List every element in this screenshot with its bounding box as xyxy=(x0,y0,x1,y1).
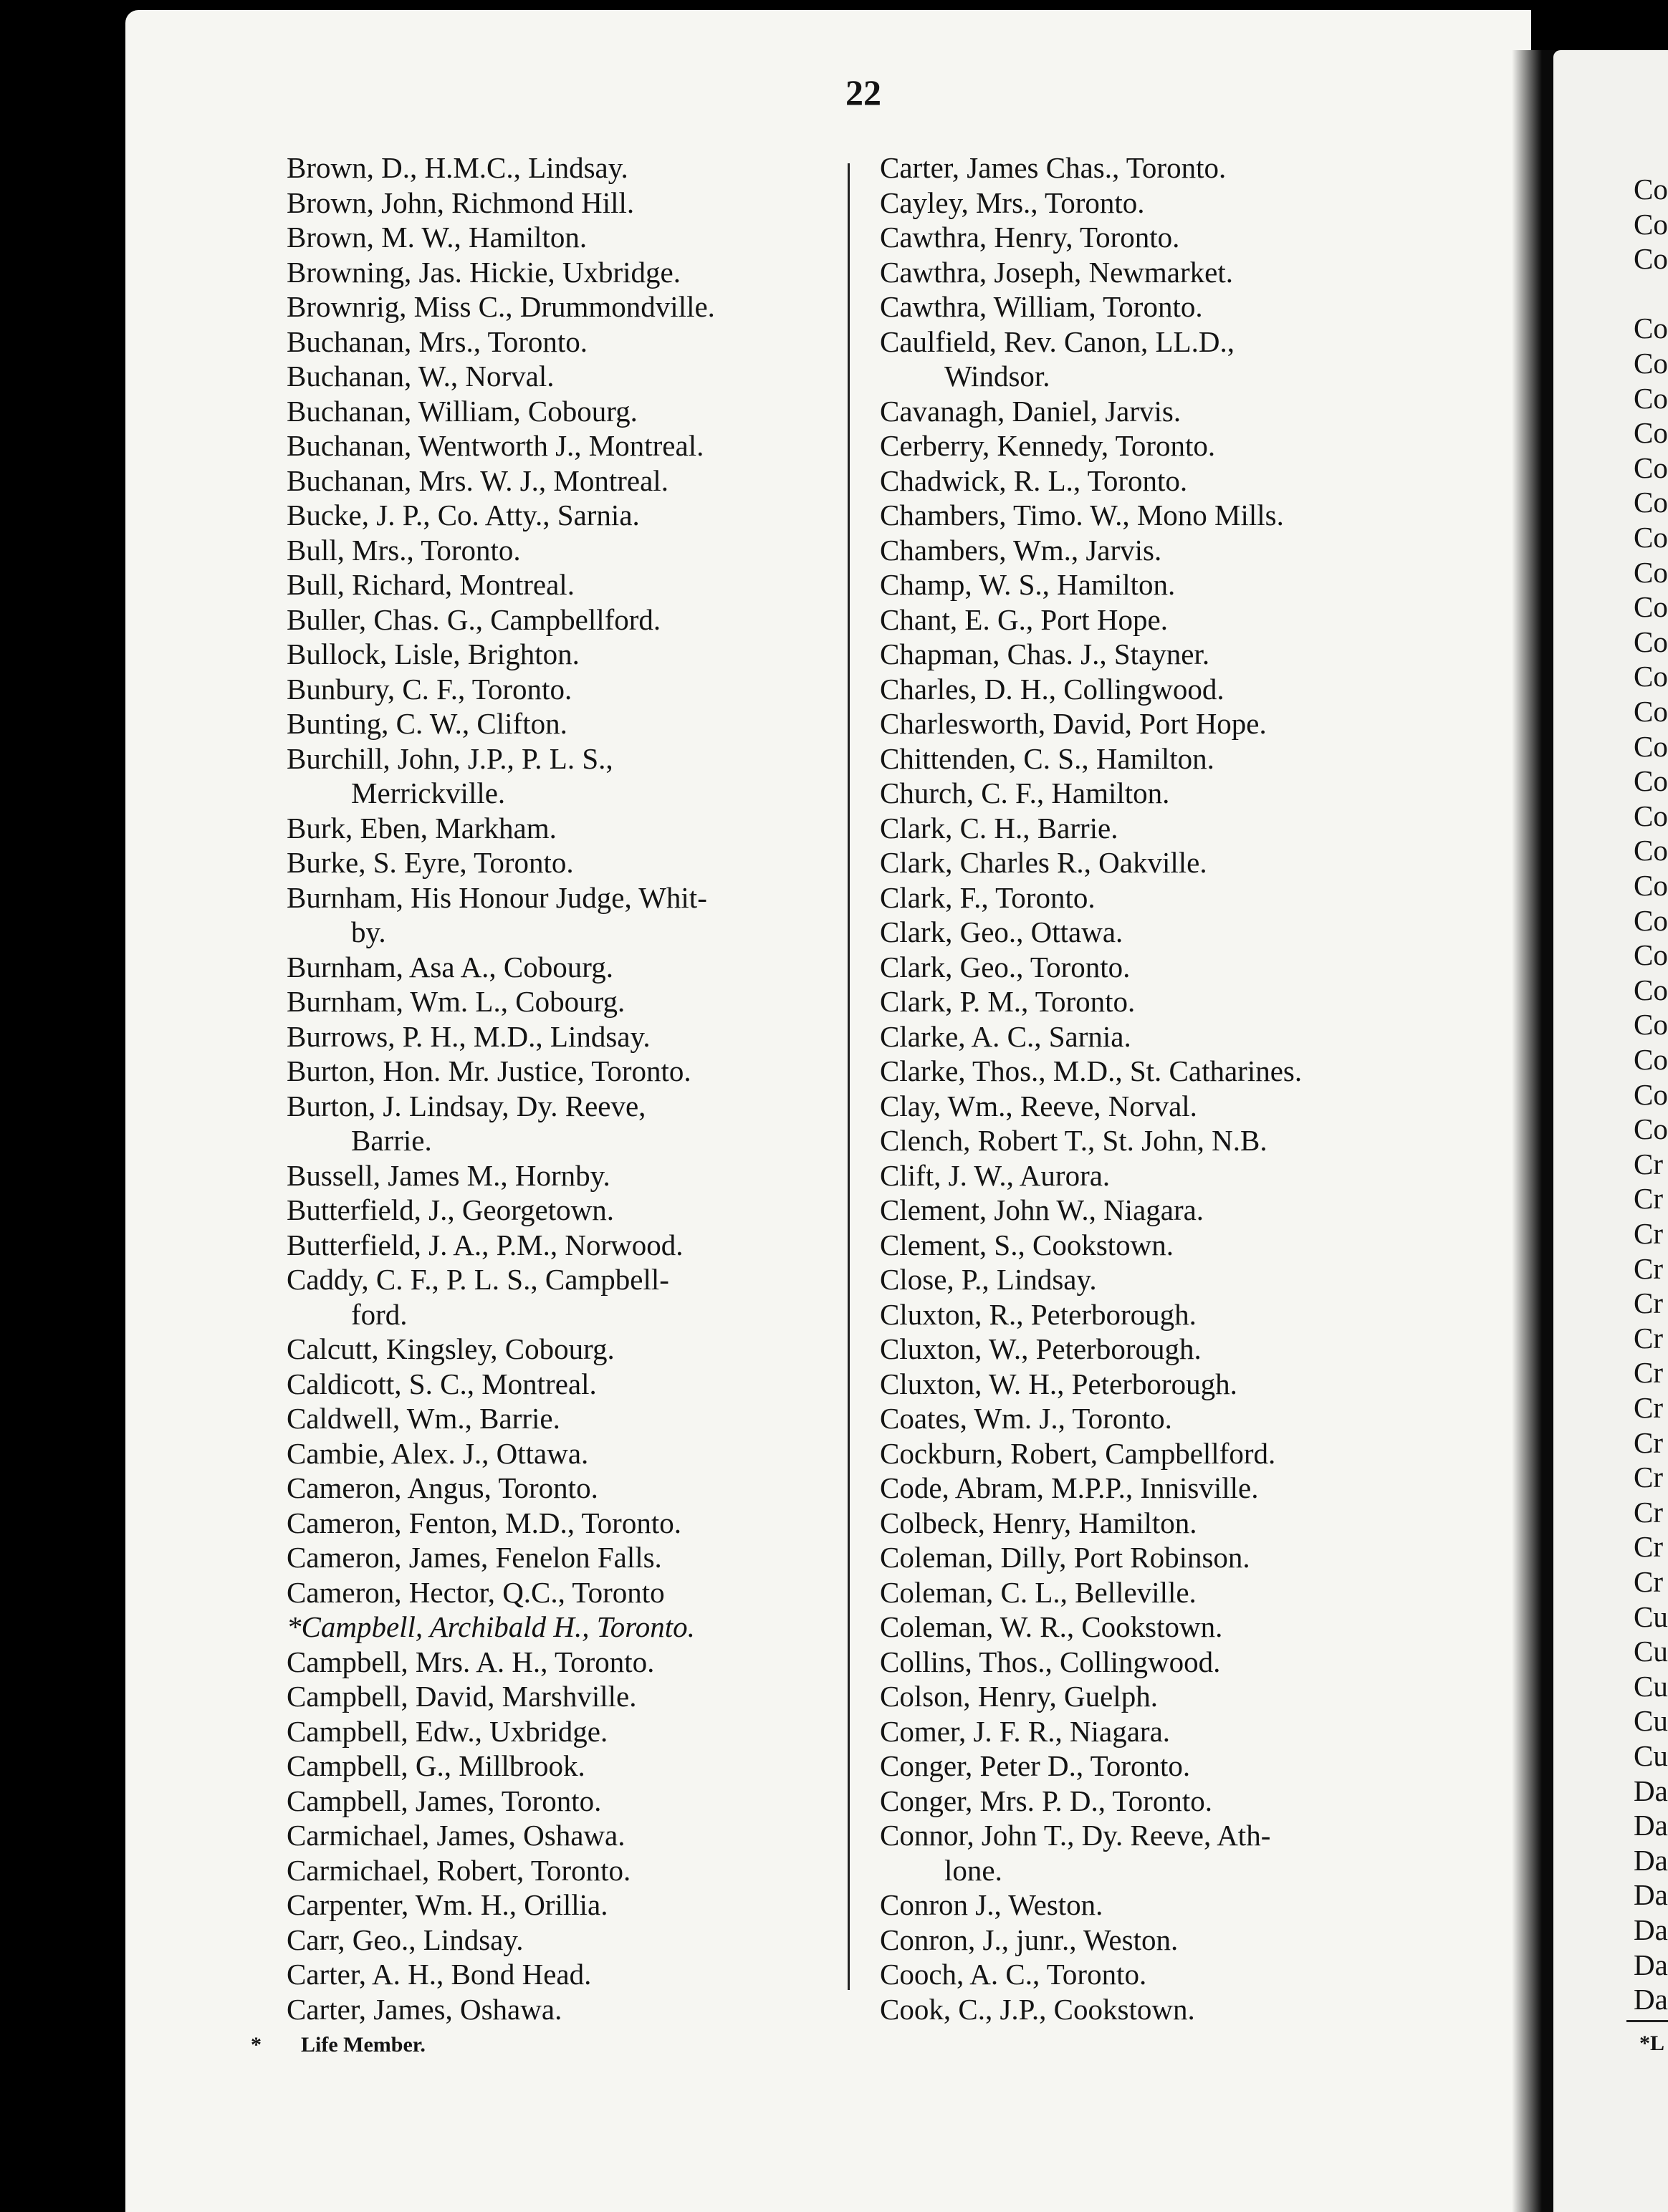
directory-entry xyxy=(258,1992,838,2027)
adjacent-page-fragment: Co xyxy=(1634,555,1668,589)
directory-entry xyxy=(845,776,1433,811)
entry-name: Cameron, Fenton, M.D., Toronto. xyxy=(287,1506,681,1539)
directory-entry xyxy=(258,289,838,324)
entry-name: Cameron, Angus, Toronto. xyxy=(287,1471,598,1504)
entry-continuation: ford. xyxy=(351,1297,408,1331)
directory-entry xyxy=(258,324,838,360)
directory-entry xyxy=(258,637,838,672)
directory-entry xyxy=(258,845,838,880)
entry-name: Clarke, A. C., Sarnia. xyxy=(880,1019,1131,1053)
directory-entry xyxy=(258,255,838,290)
entry-name: Close, P., Lindsay. xyxy=(880,1263,1097,1296)
adjacent-page-fragment: Cr xyxy=(1634,1530,1663,1564)
entry-name: Chapman, Chas. J., Stayner. xyxy=(880,638,1210,670)
entry-name: Burnham, Wm. L., Cobourg. xyxy=(287,985,626,1018)
adjacent-page-fragment: Co xyxy=(1634,973,1668,1006)
entry-name: Campbell, Edw., Uxbridge. xyxy=(287,1714,608,1748)
entry-name: Buchanan, Mrs., Toronto. xyxy=(287,324,588,358)
entry-name: Cawthra, Henry, Toronto. xyxy=(880,221,1180,254)
adjacent-footnote-rule xyxy=(1626,2020,1668,2022)
directory-entry xyxy=(845,1992,1433,2027)
entry-name: Butterfield, J., Georgetown. xyxy=(287,1193,614,1226)
adjacent-page xyxy=(1553,50,1668,2212)
entry-name: Clarke, Thos., M.D., St. Catharines. xyxy=(880,1054,1303,1087)
book-spine xyxy=(1512,50,1555,2212)
adjacent-footnote: *L xyxy=(1639,2031,1665,2055)
directory-entry xyxy=(258,1054,838,1089)
entry-name: Brown, M. W., Hamilton. xyxy=(287,221,588,254)
directory-entry xyxy=(845,1367,1433,1402)
adjacent-page-fragment: Cr xyxy=(1634,1391,1663,1424)
adjacent-page-fragment: Cu xyxy=(1634,1669,1668,1703)
adjacent-page-fragment: Co xyxy=(1634,207,1668,241)
adjacent-page-fragment: Co xyxy=(1634,660,1668,693)
directory-entry xyxy=(845,1818,1433,1888)
directory-entry xyxy=(258,1923,838,1958)
entry-name: Cluxton, W., Peterborough. xyxy=(880,1332,1202,1365)
adjacent-page-fragment: Co xyxy=(1634,938,1668,972)
directory-entry xyxy=(845,394,1433,429)
entry-name: Chant, E. G., Port Hope. xyxy=(880,602,1168,636)
entry-name: *Campbell, Archibald H., Toronto. xyxy=(287,1610,695,1643)
directory-entry xyxy=(258,1089,838,1158)
entry-name: Bucke, J. P., Co. Atty., Sarnia. xyxy=(287,499,640,532)
entry-name: Bussell, James M., Hornby. xyxy=(287,1158,610,1192)
directory-entry xyxy=(845,1540,1433,1575)
entry-name: Cerberry, Kennedy, Toronto. xyxy=(880,429,1216,462)
directory-entry xyxy=(258,1332,838,1367)
footnote xyxy=(251,2033,426,2057)
directory-entry xyxy=(258,359,838,394)
directory-entry xyxy=(258,1401,838,1436)
adjacent-page-fragment: Cr xyxy=(1634,1461,1663,1494)
entry-name: Cameron, Hector, Q.C., Toronto xyxy=(287,1575,665,1609)
directory-entry xyxy=(258,1436,838,1471)
entry-name: Clench, Robert T., St. John, N.B. xyxy=(880,1124,1267,1157)
adjacent-page-fragment: Cr xyxy=(1634,1287,1663,1320)
adjacent-page-fragment: Co xyxy=(1634,590,1668,624)
entry-name: Buchanan, William, Cobourg. xyxy=(287,394,638,428)
directory-entry xyxy=(845,255,1433,290)
entry-name: Carmichael, Robert, Toronto. xyxy=(287,1853,631,1887)
directory-entry xyxy=(845,1888,1433,1923)
adjacent-page-fragment: Cu xyxy=(1634,1704,1668,1738)
entry-name: Butterfield, J. A., P.M., Norwood. xyxy=(287,1228,684,1261)
directory-entry xyxy=(258,1645,838,1680)
adjacent-page-fragment: Cu xyxy=(1634,1739,1668,1772)
directory-entry xyxy=(258,1575,838,1610)
page-number: 22 xyxy=(845,72,881,112)
directory-entry xyxy=(258,498,838,533)
entry-name: Buchanan, Mrs. W. J., Montreal. xyxy=(287,463,668,497)
entry-name: Brownrig, Miss C., Drummondville. xyxy=(287,290,715,323)
directory-entry xyxy=(258,811,838,846)
entry-name: Carr, Geo., Lindsay. xyxy=(287,1923,524,1956)
directory-entry xyxy=(845,1297,1433,1332)
entry-name: Burton, Hon. Mr. Justice, Toronto. xyxy=(287,1054,691,1087)
adjacent-page-fragment: Co xyxy=(1634,1112,1668,1146)
directory-entry xyxy=(258,1888,838,1923)
entry-name: Caldicott, S. C., Montreal. xyxy=(287,1367,597,1400)
directory-entry xyxy=(845,845,1433,880)
adjacent-page-fragment: Cr xyxy=(1634,1495,1663,1529)
entry-name: Carpenter, Wm. H., Orillia. xyxy=(287,1888,608,1921)
adjacent-page-fragment: Da xyxy=(1634,1809,1668,1842)
adjacent-page-fragment: Co xyxy=(1634,764,1668,798)
entry-name: Bunbury, C. F., Toronto. xyxy=(287,672,572,706)
entry-name: Cameron, James, Fenelon Falls. xyxy=(287,1541,662,1574)
entry-name: Buller, Chas. G., Campbellford. xyxy=(287,602,661,636)
entry-name: Clark, C. H., Barrie. xyxy=(880,811,1118,845)
directory-entry xyxy=(258,1679,838,1714)
directory-entry xyxy=(845,1679,1433,1714)
entry-name: Charlesworth, David, Port Hope. xyxy=(880,707,1267,740)
directory-entry xyxy=(845,1923,1433,1958)
directory-entry xyxy=(258,1610,838,1645)
directory-entry xyxy=(845,1019,1433,1054)
adjacent-page-fragment: Da xyxy=(1634,1878,1668,1912)
directory-entry xyxy=(845,741,1433,776)
directory-entry xyxy=(845,186,1433,221)
entry-name: Cawthra, Joseph, Newmarket. xyxy=(880,255,1234,289)
entry-name: Clement, John W., Niagara. xyxy=(880,1193,1204,1226)
entry-name: Campbell, G., Millbrook. xyxy=(287,1749,585,1782)
entry-name: Burnham, Asa A., Cobourg. xyxy=(287,950,613,984)
directory-entry xyxy=(258,1957,838,1992)
directory-entry xyxy=(258,672,838,707)
directory-entry xyxy=(258,1714,838,1749)
entry-name: Caldwell, Wm., Barrie. xyxy=(287,1402,560,1435)
directory-entry xyxy=(845,602,1433,638)
directory-entry xyxy=(845,1471,1433,1506)
directory-entry xyxy=(258,1749,838,1784)
adjacent-page-fragment: Co xyxy=(1634,625,1668,658)
directory-entry xyxy=(258,1262,838,1332)
adjacent-page-fragment: Co xyxy=(1634,347,1668,380)
entry-name: Code, Abram, M.P.P., Innisville. xyxy=(880,1471,1259,1504)
adjacent-page-fragment: Co xyxy=(1634,1008,1668,1042)
entry-name: Carter, James Chas., Toronto. xyxy=(880,151,1227,184)
entry-name: Connor, John T., Dy. Reeve, Ath- xyxy=(880,1819,1271,1852)
entry-name: Collins, Thos., Collingwood. xyxy=(880,1645,1221,1678)
adjacent-page-fragment: Co xyxy=(1634,486,1668,519)
directory-entry xyxy=(845,984,1433,1019)
entry-name: Conger, Peter D., Toronto. xyxy=(880,1749,1191,1782)
entry-name: Clark, Geo., Ottawa. xyxy=(880,915,1123,948)
directory-entry xyxy=(258,1158,838,1193)
directory-entry xyxy=(258,1471,838,1506)
adjacent-page-fragment: Da xyxy=(1634,1843,1668,1877)
directory-entry xyxy=(845,637,1433,672)
directory-entry xyxy=(258,880,838,950)
entry-name: Burnham, His Honour Judge, Whit- xyxy=(287,880,707,914)
directory-entry xyxy=(845,1436,1433,1471)
directory-entry xyxy=(258,1818,838,1853)
adjacent-page-fragment: Co xyxy=(1634,1077,1668,1111)
directory-entry xyxy=(845,811,1433,846)
entry-name: Campbell, David, Marshville. xyxy=(287,1680,637,1713)
directory-entry xyxy=(845,567,1433,602)
entry-name: Burton, J. Lindsay, Dy. Reeve, xyxy=(287,1089,646,1122)
entry-name: Clift, J. W., Aurora. xyxy=(880,1158,1111,1192)
entry-name: Buchanan, W., Norval. xyxy=(287,360,555,393)
entry-name: Clement, S., Cookstown. xyxy=(880,1228,1174,1261)
adjacent-page-fragment: Co xyxy=(1634,799,1668,832)
entry-name: Carmichael, James, Oshawa. xyxy=(287,1819,626,1852)
adjacent-page-fragment: Da xyxy=(1634,1948,1668,1981)
adjacent-page-fragment: Co xyxy=(1634,521,1668,554)
adjacent-page-fragment: Cu xyxy=(1634,1635,1668,1668)
adjacent-page-fragment: Cr xyxy=(1634,1356,1663,1390)
directory-entry xyxy=(845,220,1433,255)
adjacent-page-fragment: Cr xyxy=(1634,1565,1663,1598)
entry-name: Coleman, W. R., Cookstown. xyxy=(880,1610,1223,1643)
entry-name: Charles, D. H., Collingwood. xyxy=(880,672,1224,706)
adjacent-page-fragment: Co xyxy=(1634,729,1668,763)
directory-entry xyxy=(258,567,838,602)
footnote-mark: * xyxy=(251,2033,262,2057)
entry-name: Conron, J., junr., Weston. xyxy=(880,1923,1179,1956)
adjacent-page-fragment: Co xyxy=(1634,242,1668,276)
adjacent-page-fragment: Cr xyxy=(1634,1251,1663,1285)
adjacent-page-fragment: Co xyxy=(1634,1043,1668,1076)
entry-name: Buchanan, Wentworth J., Montreal. xyxy=(287,429,704,462)
entry-name: Clay, Wm., Reeve, Norval. xyxy=(880,1089,1197,1122)
directory-entry xyxy=(845,1123,1433,1158)
directory-entry xyxy=(258,1540,838,1575)
entry-name: Clark, P. M., Toronto. xyxy=(880,985,1136,1018)
directory-entry xyxy=(845,150,1433,186)
entry-continuation: lone. xyxy=(944,1853,1002,1887)
entry-continuation: by. xyxy=(351,915,386,948)
entry-name: Brown, John, Richmond Hill. xyxy=(287,186,635,219)
directory-entry xyxy=(845,498,1433,533)
entry-continuation: Windsor. xyxy=(944,360,1050,393)
directory-entry xyxy=(258,186,838,221)
adjacent-page-fragment: Co xyxy=(1634,416,1668,450)
entry-name: Chadwick, R. L., Toronto. xyxy=(880,463,1188,497)
directory-entry xyxy=(845,706,1433,741)
entry-name: Caulfield, Rev. Canon, LL.D., xyxy=(880,324,1235,358)
adjacent-page-fragment: Cr xyxy=(1634,1321,1663,1355)
directory-entry xyxy=(845,950,1433,985)
directory-entry xyxy=(258,602,838,638)
entry-continuation: Barrie. xyxy=(351,1124,432,1157)
directory-entry xyxy=(258,428,838,463)
entry-name: Carter, James, Oshawa. xyxy=(287,1992,562,2026)
entry-name: Cluxton, R., Peterborough. xyxy=(880,1297,1197,1331)
entry-name: Browning, Jas. Hickie, Uxbridge. xyxy=(287,255,681,289)
directory-entry xyxy=(845,1784,1433,1819)
directory-entry xyxy=(258,220,838,255)
entry-continuation: Merrickville. xyxy=(351,776,506,809)
adjacent-page-fragment: Cr xyxy=(1634,1182,1663,1216)
adjacent-page-fragment: Cr xyxy=(1634,1425,1663,1459)
directory-entry xyxy=(845,324,1433,394)
directory-entry xyxy=(258,394,838,429)
adjacent-page-fragment: Co xyxy=(1634,451,1668,484)
entry-name: Campbell, James, Toronto. xyxy=(287,1784,602,1817)
directory-entry xyxy=(258,1019,838,1054)
adjacent-page-fragment: Da xyxy=(1634,1983,1668,2016)
directory-entry xyxy=(258,533,838,568)
footnote-text: Life Member. xyxy=(301,2033,426,2057)
directory-entry xyxy=(845,1645,1433,1680)
adjacent-page-fragment: Da xyxy=(1634,1774,1668,1807)
entry-name: Clark, Geo., Toronto. xyxy=(880,950,1131,984)
entry-name: Chittenden, C. S., Hamilton. xyxy=(880,741,1214,775)
directory-entry xyxy=(845,289,1433,324)
entry-name: Carter, A. H., Bond Head. xyxy=(287,1958,592,1991)
directory-entry xyxy=(845,1506,1433,1541)
entry-name: Bull, Richard, Montreal. xyxy=(287,568,575,601)
directory-entry xyxy=(258,463,838,499)
entry-name: Coates, Wm. J., Toronto. xyxy=(880,1402,1172,1435)
directory-entry xyxy=(845,1262,1433,1297)
entry-name: Caddy, C. F., P. L. S., Campbell- xyxy=(287,1263,669,1296)
adjacent-page-fragment: Co xyxy=(1634,834,1668,867)
entry-name: Chambers, Wm., Jarvis. xyxy=(880,533,1162,567)
adjacent-page-fragment: Cr xyxy=(1634,1147,1663,1180)
entry-name: Brown, D., H.M.C., Lindsay. xyxy=(287,151,628,184)
directory-entry xyxy=(258,950,838,985)
entry-name: Cluxton, W. H., Peterborough. xyxy=(880,1367,1237,1400)
entry-name: Cawthra, William, Toronto. xyxy=(880,290,1203,323)
directory-entry xyxy=(258,1784,838,1819)
entry-name: Cooch, A. C., Toronto. xyxy=(880,1958,1147,1991)
adjacent-page-fragment: Co xyxy=(1634,381,1668,415)
adjacent-page-fragment: Co xyxy=(1634,903,1668,937)
directory-entry xyxy=(845,463,1433,499)
entry-name: Bullock, Lisle, Brighton. xyxy=(287,638,580,670)
directory-entry xyxy=(845,1401,1433,1436)
entry-name: Chambers, Timo. W., Mono Mills. xyxy=(880,499,1284,532)
directory-entry xyxy=(845,880,1433,915)
directory-entry xyxy=(845,1158,1433,1193)
entry-name: Cockburn, Robert, Campbellford. xyxy=(880,1436,1276,1470)
right-column xyxy=(845,150,1433,2026)
entry-name: Clark, Charles R., Oakville. xyxy=(880,846,1207,879)
entry-name: Conron J., Weston. xyxy=(880,1888,1103,1921)
directory-entry xyxy=(258,150,838,186)
entry-name: Colbeck, Henry, Hamilton. xyxy=(880,1506,1197,1539)
entry-name: Burk, Eben, Markham. xyxy=(287,811,557,845)
directory-entry xyxy=(845,1957,1433,1992)
directory-entry xyxy=(845,1575,1433,1610)
entry-name: Bull, Mrs., Toronto. xyxy=(287,533,521,567)
entry-name: Campbell, Mrs. A. H., Toronto. xyxy=(287,1645,655,1678)
directory-entry xyxy=(258,1853,838,1888)
directory-entry xyxy=(258,706,838,741)
entry-name: Church, C. F., Hamilton. xyxy=(880,776,1170,809)
directory-entry xyxy=(845,1749,1433,1784)
entry-name: Burke, S. Eyre, Toronto. xyxy=(287,846,574,879)
directory-entry xyxy=(845,533,1433,568)
directory-entry xyxy=(258,1506,838,1541)
directory-entry xyxy=(845,1089,1433,1124)
entry-name: Champ, W. S., Hamilton. xyxy=(880,568,1176,601)
entry-name: Coleman, C. L., Belleville. xyxy=(880,1575,1197,1609)
directory-entry xyxy=(845,1714,1433,1749)
entry-name: Coleman, Dilly, Port Robinson. xyxy=(880,1541,1250,1574)
directory-entry xyxy=(258,741,838,811)
entry-name: Clark, F., Toronto. xyxy=(880,880,1096,914)
directory-entry xyxy=(845,1610,1433,1645)
adjacent-page-fragment: Da xyxy=(1634,1913,1668,1946)
adjacent-page-fragment: Co xyxy=(1634,173,1668,206)
directory-entry xyxy=(845,672,1433,707)
entry-name: Cook, C., J.P., Cookstown. xyxy=(880,1992,1195,2026)
adjacent-page-fragment: Co xyxy=(1634,312,1668,345)
adjacent-page-fragment: Co xyxy=(1634,869,1668,902)
directory-entry xyxy=(258,1193,838,1228)
entry-name: Comer, J. F. R., Niagara. xyxy=(880,1714,1171,1748)
entry-name: Colson, Henry, Guelph. xyxy=(880,1680,1158,1713)
entry-name: Burrows, P. H., M.D., Lindsay. xyxy=(287,1019,651,1053)
directory-entry xyxy=(845,1193,1433,1228)
adjacent-page-fragment: Co xyxy=(1634,695,1668,728)
adjacent-page-fragment: Cr xyxy=(1634,1217,1663,1250)
directory-entry xyxy=(845,915,1433,950)
entry-name: Conger, Mrs. P. D., Toronto. xyxy=(880,1784,1212,1817)
directory-entry xyxy=(845,1228,1433,1263)
adjacent-page-fragment: Cu xyxy=(1634,1600,1668,1633)
entry-name: Cambie, Alex. J., Ottawa. xyxy=(287,1436,589,1470)
directory-entry xyxy=(845,1332,1433,1367)
left-column xyxy=(258,150,838,2026)
entry-name: Burchill, John, J.P., P. L. S., xyxy=(287,741,613,775)
directory-entry xyxy=(845,1054,1433,1089)
entry-name: Calcutt, Kingsley, Cobourg. xyxy=(287,1332,615,1365)
entry-name: Cayley, Mrs., Toronto. xyxy=(880,186,1145,219)
entry-name: Bunting, C. W., Clifton. xyxy=(287,707,567,740)
entry-name: Cavanagh, Daniel, Jarvis. xyxy=(880,394,1182,428)
directory-entry xyxy=(258,1367,838,1402)
directory-entry xyxy=(258,1228,838,1263)
directory-entry xyxy=(845,428,1433,463)
directory-entry xyxy=(258,984,838,1019)
